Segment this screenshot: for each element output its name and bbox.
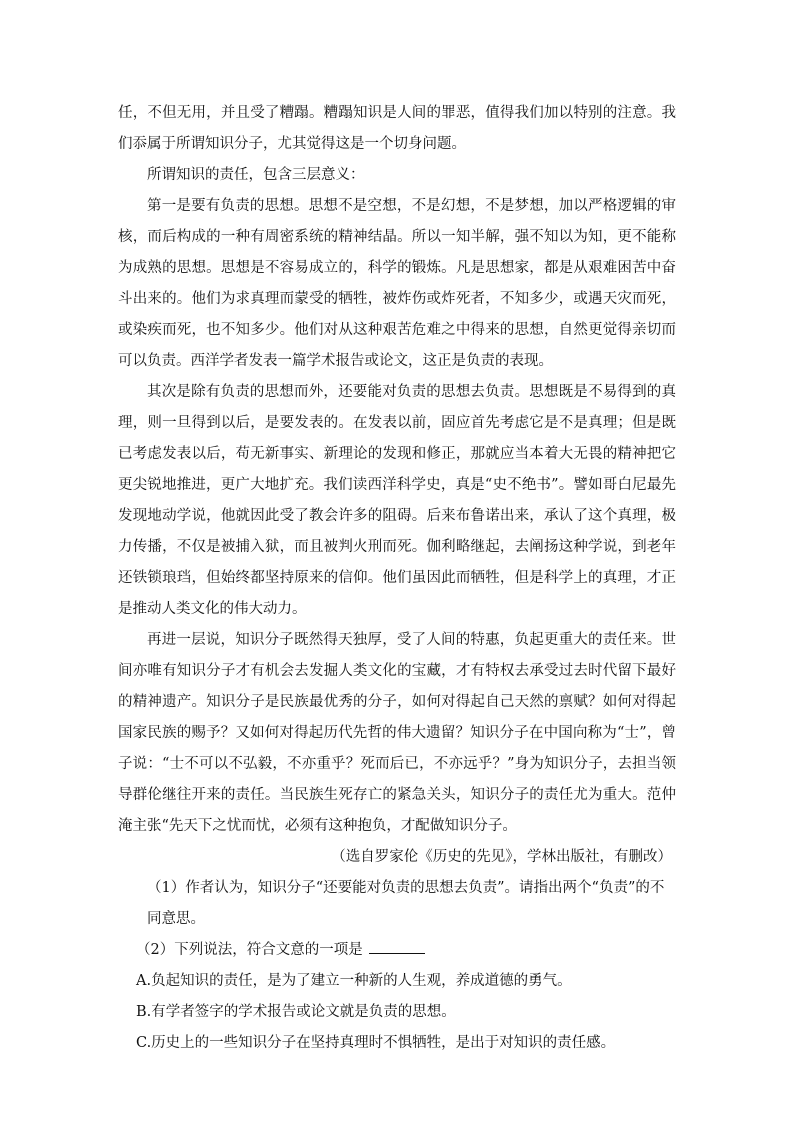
paragraph-3: 第一是要有负责的思想。思想不是空想，不是幻想，不是梦想，加以严格逻辑的审核，而后构成的一种有周密系统的精神结晶。所以一知半解，强不知以为知，更不能称为成熟的思想。思想是不容易成立的，科学的锻炼。凡是思想家，都是从艰难困苦中奋斗出来的。他们为求真理而蒙受的牺牲，被炸伤或炸死者，不知多少，或遇天灾而死，或染疾而死，也不知多少。他们对从这种艰苦危难之中得来的思想，自然更觉得亲切而可以负责。西洋学者发表一篇学术报告或论文，这正是负责的表现。: [118, 198, 676, 369]
question-1: （1）作者认为，知识分子“还要能对负责的思想去负责”。请指出两个“负责”的不同意思。: [147, 880, 665, 927]
paragraph-1: 任，不但无用，并且受了糟蹋。糟蹋知识是人间的罪恶，值得我们加以特别的注意。我们忝属于所谓知识分子，尤其觉得这是一个切身问题。: [118, 105, 676, 152]
paragraph-4: 其次是除有负责的思想而外，还要能对负责的思想去负责。思想既是不易得到的真理，则一旦得到以后，是要发表的。在发表以前，固应首先考虑它是不是真理；但是既已考虑发表以后，苟无新事实、新理论的发现和修正，那就应当本着大无畏的精神把它更尖锐地推进，更广大地扩充。我们读西洋科学史，真是“史不绝书”。譬如哥白尼最先发现地动学说，他就因此受了教会许多的阻碍。后来布鲁诺出来，承认了这个真理，极力传播，不仅是被捕入狱，而且被判火刑而死。伽利略继起，去阐扬这种学说，到老年还铁锁琅珰，但始终都坚持原来的信仰。他们虽因此而牺牲，但是科学上的真理，才正是推动人类文化的伟大动力。: [118, 384, 676, 617]
answer-blank[interactable]: [369, 939, 425, 954]
question-2: [118, 935, 676, 966]
option-c[interactable]: C.历史上的一些知识分子在坚持真理时不惧牺牲，是出于对知识的责任感。: [136, 1035, 616, 1051]
option-a[interactable]: A.负起知识的责任，是为了建立一种新的人生观，养成道德的勇气。: [136, 973, 572, 989]
paragraph-2: 所谓知识的责任，包含三层意义：: [147, 167, 365, 183]
article-body: [118, 98, 676, 873]
source-citation: （选自罗家伦《历史的先见》，学林出版社，有删改）: [331, 849, 672, 865]
questions-section: [118, 873, 676, 1059]
paragraph-5: 再进一层说，知识分子既然得天独厚，受了人间的特惠，负起更重大的责任来。世间亦唯有知识分子才有机会去发掘人类文化的宝藏，才有特权去承受过去时代留下最好的精神遗产。知识分子是民族最优秀的分子，如何对得起自己天然的禀赋？如何对得起国家民族的赐予？又如何对得起历代先哲的伟大遗留？知识分子在中国向称为“士”，曾子说：“士不可以不弘毅，不亦重乎？死而后已，不亦远乎？”身为知识分子，去担当领导群伦继往开来的责任。当民族生死存亡的紧急关头，知识分子的责任尤为重大。范仲淹主张“先天下之忧而忧，必须有这种抱负，才配做知识分子。: [118, 632, 676, 834]
question-2-text: （2）下列说法，符合文意的一项是: [136, 942, 363, 958]
option-b[interactable]: B.有学者签字的学术报告或论文就是负责的思想。: [136, 1004, 456, 1020]
